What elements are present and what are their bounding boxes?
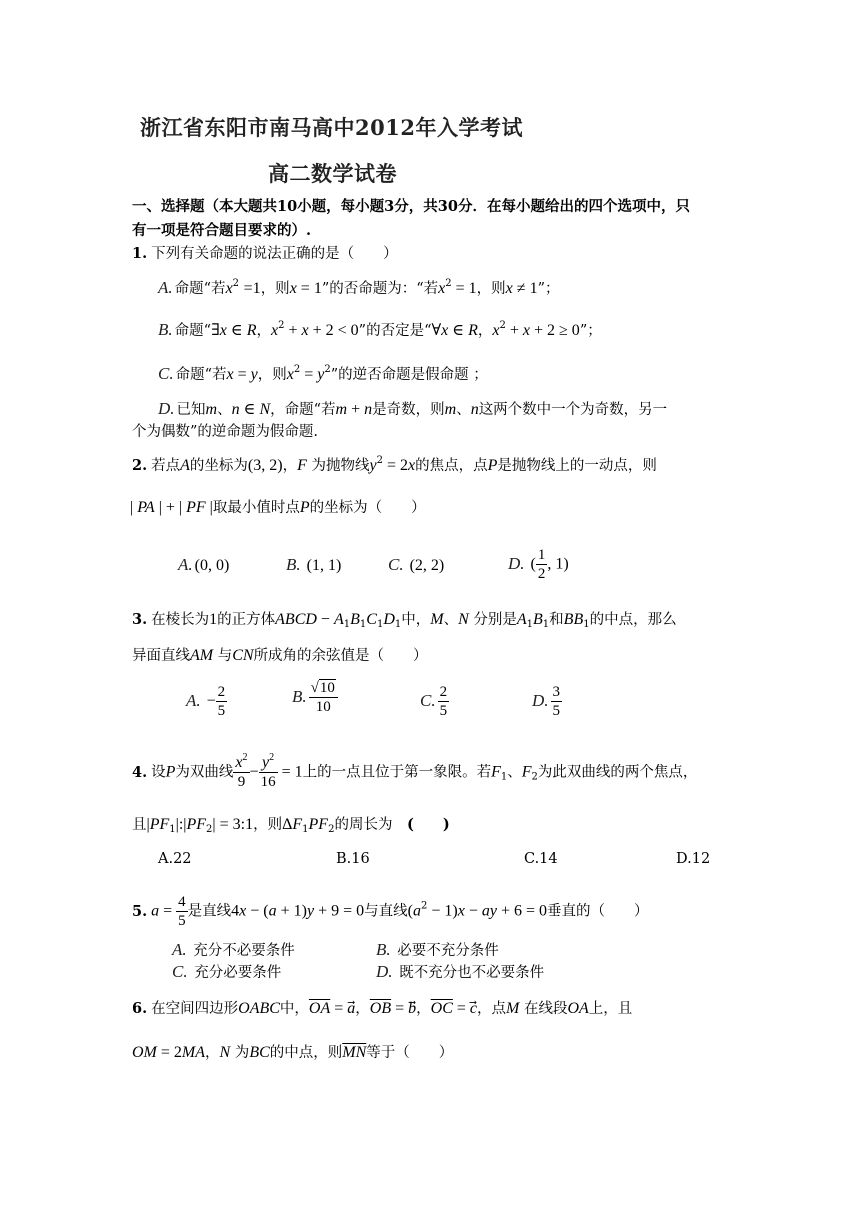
q6-stem: 6. 在空间四边形OABC中，$\overline{OA} = a$，$\overline{OB} = b$，$\overline{OC} = c$，点M 在线段OA上，且 (132, 1000, 633, 1017)
q2-option-d: D. ( $\frac{1}{2}$ , 1) (508, 547, 569, 582)
q4-option-a: A.22 (158, 851, 192, 867)
exam-title: 浙江省东阳市南马高中2012年入学考试 (140, 115, 523, 140)
q5-stem: 5. a = $\frac{4}{5}$ 是直线4x − (a + 1)y + 9 = 0与直线$(a^2 - 1)x$ − ay + 6 = 0垂直的（ ） (132, 894, 649, 929)
q3-stem-line2: 异面直线AM 与CN所成角的余弦值是（ ） (132, 647, 428, 664)
q2-option-b: B. (1, 1) (286, 555, 342, 574)
q1-option-c: C. 命题“若x = y，则$x^2 = y^2$”的逆否命题是假命题 ； (158, 364, 488, 383)
q3-number: 3. (132, 611, 148, 628)
q1-stem: 1. 下列有关命题的说法正确的是（ ） (132, 245, 398, 262)
q1-option-b: B. 命题“∃x ∈ R，$x^2 + x + 2 < 0$”的否定是“∀x ∈ R，$x^2 + x + 2 \ge 0$”； (158, 320, 602, 339)
q2-option-a: A. (0, 0) (178, 555, 230, 574)
q5-option-b: B. 必要不充分条件 (376, 940, 499, 959)
q4-stem: 4. 设P为双曲线 $\frac{x^2}{9}$ − $\frac{y^2}{16}$ = 1上的一点且位于第一象限。若$F_1$、$F_2$为此双曲线的两个焦点， (132, 752, 698, 790)
exam-subtitle: 高二数学试卷 (268, 161, 397, 186)
q6-number: 6. (132, 1000, 148, 1017)
q5-option-c: C. 充分必要条件 (172, 962, 282, 981)
q5-number: 5. (132, 902, 148, 920)
q3-option-b: B. $\frac{√10}{10}$ (292, 679, 338, 716)
q4-option-d: D.12 (676, 851, 711, 867)
q2-stem-line2: | PA | + | PF |取最小值时点P的坐标为（ ） (130, 499, 426, 516)
q1-option-d: D. 已知m、n ∈ N，命题“若m + n是奇数，则m、n这两个数中一个为奇数，另一 (158, 399, 668, 418)
q5-option-d: D. 既不充分也不必要条件 (376, 962, 545, 981)
q4-option-c: C.14 (524, 851, 558, 867)
q4-stem-line2: 且$|PF_1|:|PF_2|$ = 3:1，则$\Delta F_1PF_2$的周长为 ( ) (132, 816, 450, 835)
q1-option-d-line2: 个为偶数”的逆命题为假命题. (132, 424, 319, 440)
q3-option-a: A. − $\frac{2}{5}$ (186, 684, 226, 719)
section-heading-line1: 一、选择题（本大题共10小题，每小题3分，共30分．在每小题给出的四个选项中，只 (132, 198, 690, 215)
section-heading-line2: 有一项是符合题目要求的）. (132, 222, 312, 239)
q1-option-a: A. 命题“若$x^2 =1$，则x = 1”的否命题为：“若$x^2 = 1$，则x ≠ 1”； (158, 278, 560, 297)
q2-stem: 2. 若点A的坐标为(3, 2)，F 为抛物线$y^2 = 2x$的焦点，点P是抛物线上的一动点，则 (132, 455, 657, 474)
q6-stem-line2: OM = 2MA，N 为BC的中点，则$\overline{MN}$等于（ ） (132, 1044, 454, 1061)
q4-option-b: B.16 (336, 851, 370, 867)
q5-option-a: A. 充分不必要条件 (172, 940, 295, 959)
q1-number: 1. (132, 245, 148, 262)
q4-number: 4. (132, 763, 148, 781)
q3-option-c: C. $\frac{2}{5}$ (420, 684, 448, 719)
q2-number: 2. (132, 457, 148, 474)
q3-option-d: D. $\frac{3}{5}$ (532, 684, 561, 719)
q3-stem: 3. 在棱长为1的正方体ABCD − $A_1B_1C_1D_1$中，M、N 分别是$A_1B_1$和$BB_1$的中点，那么 (132, 611, 677, 630)
q2-option-c: C. (2, 2) (388, 555, 445, 574)
